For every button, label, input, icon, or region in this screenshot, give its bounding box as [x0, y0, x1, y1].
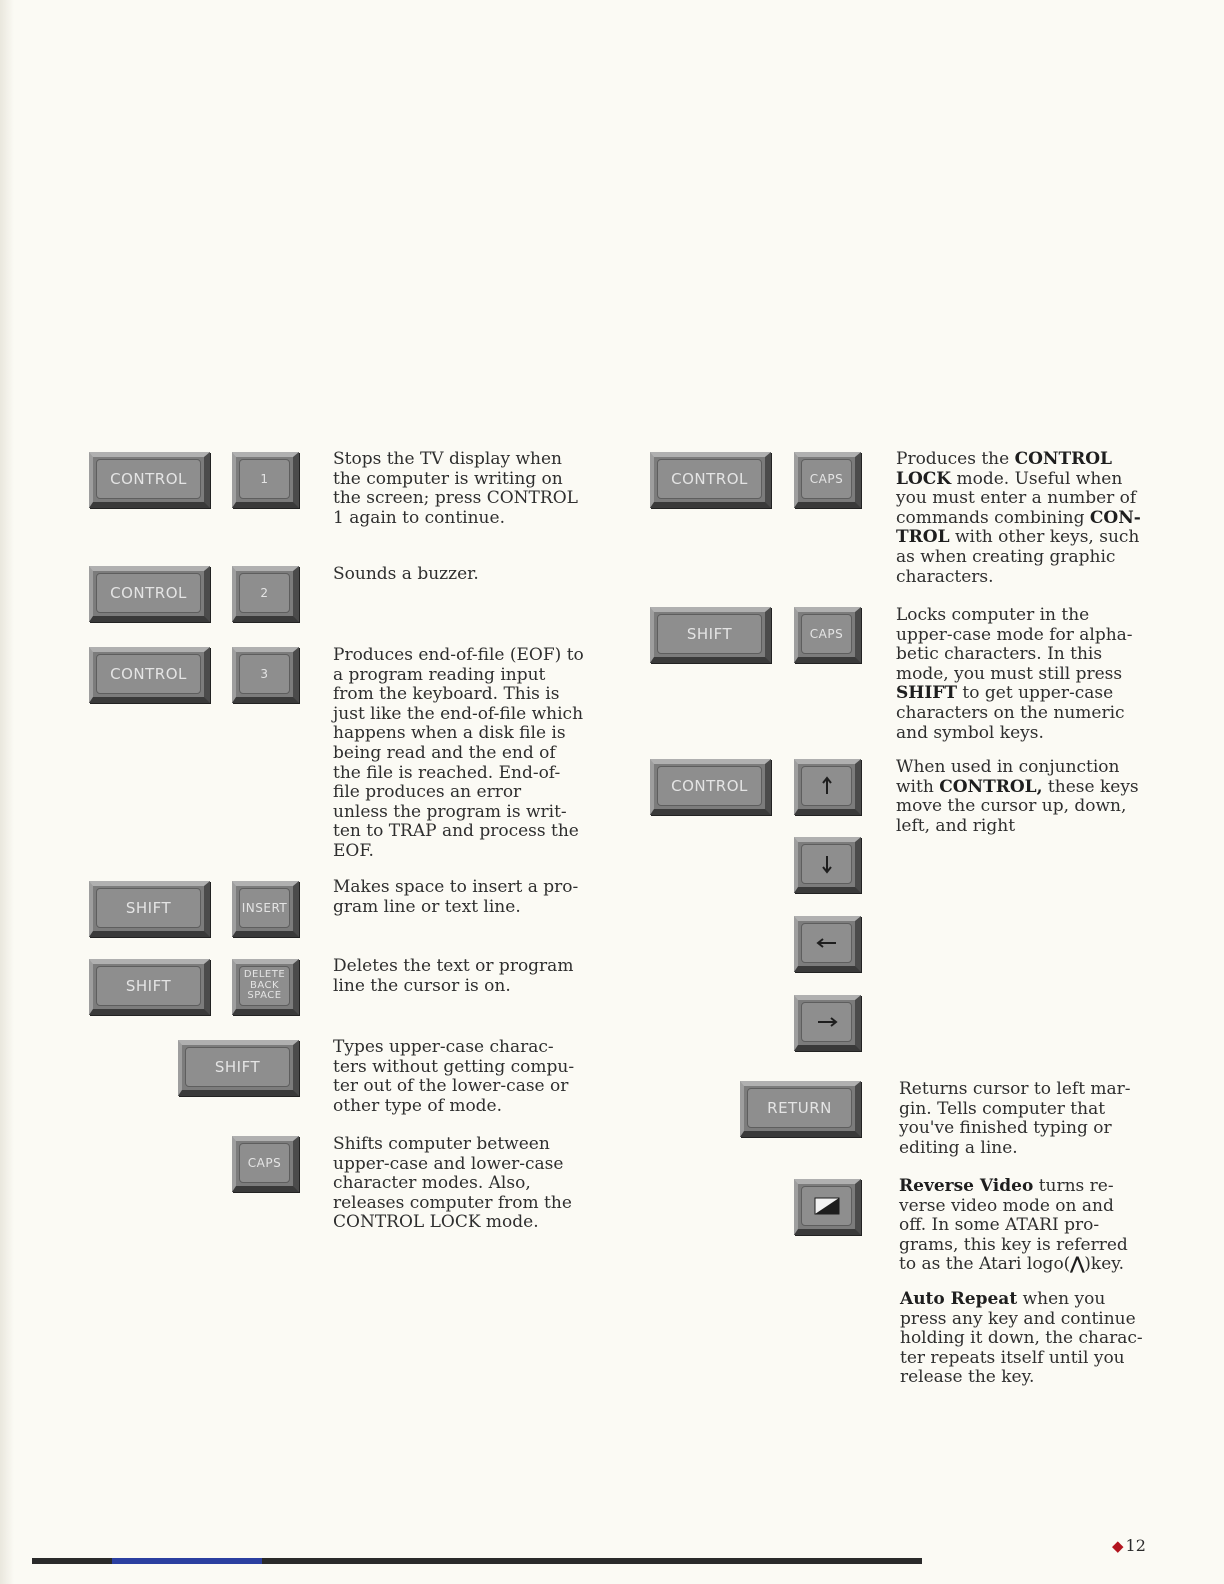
- shift-caps-description: Locks computer in the upper-case mode for alpha- betic characters. In this mode, you must still press SHIFT to get upper-case characters on the numeric and symbol keys.: [896, 605, 1133, 743]
- insert-key: [232, 881, 299, 937]
- control-2-description: Sounds a buzzer.: [333, 564, 479, 584]
- up-arrow-icon: [820, 776, 834, 796]
- control-key-label: CONTROL: [657, 459, 762, 499]
- page-number-value: 12: [1125, 1536, 1146, 1555]
- reverse-video-icon: [814, 1197, 840, 1215]
- right-arrow-icon: [816, 1015, 838, 1029]
- control-key-label: CONTROL: [657, 766, 762, 806]
- delete-backspace-key: [232, 959, 299, 1015]
- control-key-label: CONTROL: [96, 654, 201, 694]
- shift-key: [650, 607, 771, 663]
- caps-key: [794, 607, 861, 663]
- shift-key-label: SHIFT: [96, 966, 201, 1006]
- delete-backspace-key-label: DELETE BACK SPACE: [239, 966, 290, 1006]
- diamond-icon: ◆: [1112, 1537, 1124, 1555]
- caps-key: [232, 1136, 299, 1192]
- left-arrow-key: [794, 916, 861, 972]
- control-key: [89, 647, 210, 703]
- down-arrow-key: [794, 837, 861, 893]
- reverse-video-key: [794, 1179, 861, 1235]
- bottom-rule-accent: [112, 1558, 262, 1564]
- one-key-label: 1: [239, 459, 290, 499]
- caps-description: Shifts computer between upper-case and lower-case character modes. Also, releases computer from the CONTROL LOCK mode.: [333, 1134, 572, 1233]
- shift-key: [178, 1040, 299, 1096]
- return-key-label: RETURN: [747, 1088, 852, 1128]
- caps-key-label: CAPS: [801, 614, 852, 654]
- shift-insert-description: Makes space to insert a pro- gram line or text line.: [333, 877, 579, 917]
- page-number: [1112, 1536, 1146, 1555]
- three-key: [232, 647, 299, 703]
- atari-logo-icon: ⋀: [1070, 1254, 1085, 1275]
- two-key-label: 2: [239, 573, 290, 613]
- shift-description: Types upper-case charac- ters without getting compu- ter out of the lower-case or other type of mode.: [333, 1037, 575, 1116]
- left-arrow-icon: [816, 936, 838, 950]
- control-caps-description: Produces the CONTROL LOCK mode. Useful when you must enter a number of commands combining CON- TROL with other keys, such as when creating graphic characters.: [896, 449, 1141, 587]
- auto-repeat-description: Auto Repeat when you press any key and continue holding it down, the charac- ter repeats itself until you release the key.: [900, 1289, 1143, 1388]
- down-arrow-icon: [820, 854, 834, 874]
- page-edge-shadow: [0, 0, 14, 1584]
- shift-key-label: SHIFT: [185, 1047, 290, 1087]
- shift-delete-description: Deletes the text or program line the cursor is on.: [333, 956, 574, 996]
- right-arrow-key: [794, 995, 861, 1051]
- shift-key-label: SHIFT: [657, 614, 762, 654]
- one-key: [232, 452, 299, 508]
- control-key: [89, 452, 210, 508]
- control-arrows-description: When used in conjunction with CONTROL, these keys move the cursor up, down, left, and right: [896, 757, 1139, 836]
- up-arrow-key: [794, 759, 861, 815]
- caps-key: [794, 452, 861, 508]
- control-1-description: Stops the TV display when the computer is writing on the screen; press CONTROL 1 again to continue.: [333, 449, 578, 528]
- control-3-description: Produces end-of-file (EOF) to a program reading input from the keyboard. This is just like the end-of-file which happens when a disk file is being read and the end of the file is reached. End-of- file produces an error unless the program is writ- ten to TRAP and process the EOF.: [333, 645, 584, 861]
- shift-key-label: SHIFT: [96, 888, 201, 928]
- control-key-label: CONTROL: [96, 573, 201, 613]
- three-key-label: 3: [239, 654, 290, 694]
- shift-key: [89, 959, 210, 1015]
- control-key: [89, 566, 210, 622]
- return-key: [740, 1081, 861, 1137]
- control-key-label: CONTROL: [96, 459, 201, 499]
- control-key: [650, 759, 771, 815]
- reverse-video-description: Reverse Video turns re- verse video mode on and off. In some ATARI pro- grams, this key is referred to as the Atari logo(⋀)key.: [899, 1176, 1128, 1275]
- shift-key: [89, 881, 210, 937]
- insert-key-label: INSERT: [239, 888, 290, 928]
- control-key: [650, 452, 771, 508]
- caps-key-label: CAPS: [801, 459, 852, 499]
- return-description: Returns cursor to left mar- gin. Tells computer that you've finished typing or editing a line.: [899, 1079, 1131, 1158]
- two-key: [232, 566, 299, 622]
- caps-key-label: CAPS: [239, 1143, 290, 1183]
